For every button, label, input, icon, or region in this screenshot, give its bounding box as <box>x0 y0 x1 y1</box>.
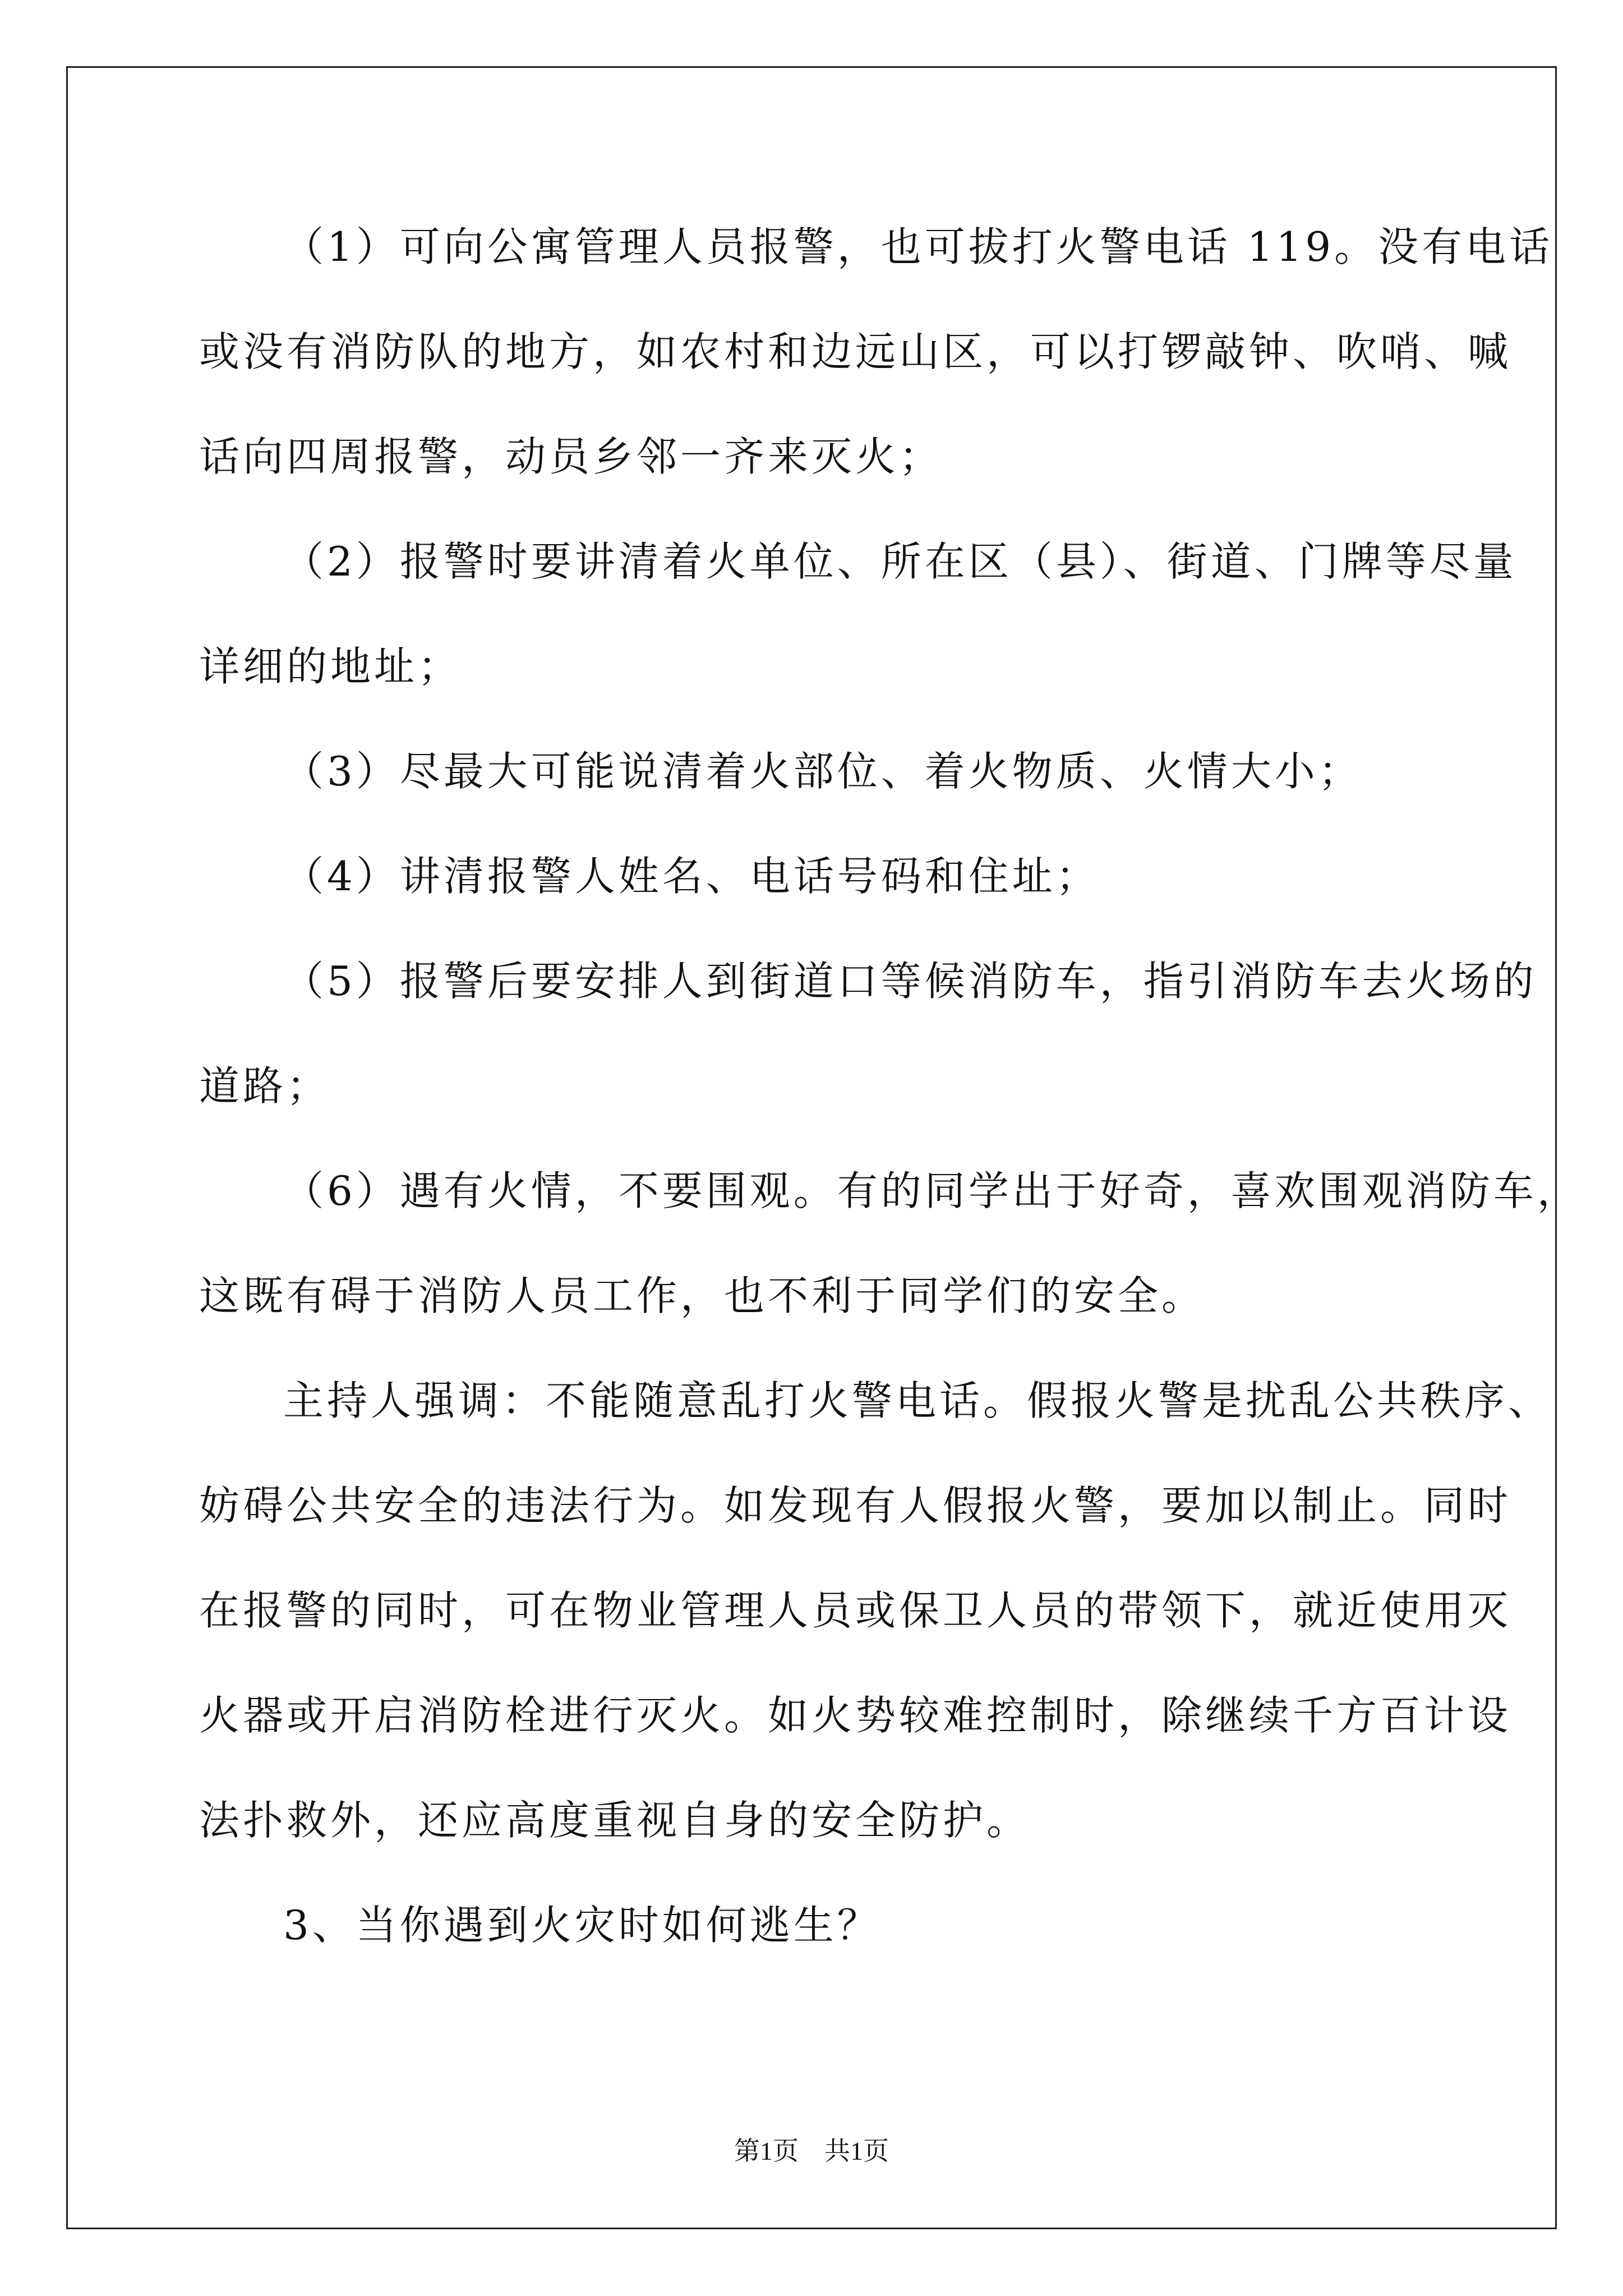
text-line: 火器或开启消防栓进行灭火。如火势较难控制时，除继续千方百计设 <box>199 1692 1512 1739</box>
text-line: （5）报警后要安排人到街道口等候消防车，指引消防车去火场的 <box>283 958 1537 1005</box>
text-line: 或没有消防队的地方，如农村和边远山区，可以打锣敲钟、吹哨、喊 <box>199 328 1512 375</box>
text-line: 详细的地址； <box>199 643 462 690</box>
text-line: （6）遇有火情，不要围观。有的同学出于好奇，喜欢围观消防车， <box>283 1167 1581 1214</box>
section-heading: 3、当你遇到火灾时如何逃生？ <box>283 1902 881 1949</box>
text-line: 话向四周报警，动员乡邻一齐来灭火； <box>199 433 943 480</box>
text-line: 这既有碍于消防人员工作，也不利于同学们的安全。 <box>199 1272 1206 1319</box>
text-line: （2）报警时要讲清着火单位、所在区（县）、街道、门牌等尽量 <box>283 538 1517 585</box>
text-line: （4）讲清报警人姓名、电话号码和住址； <box>283 853 1100 900</box>
text-line: 妨碍公共安全的违法行为。如发现有人假报火警，要加以制止。同时 <box>199 1482 1512 1529</box>
text-line: 道路； <box>199 1062 331 1110</box>
text-line: （1）可向公寓管理人员报警，也可拔打火警电话 119。没有电话 <box>283 223 1553 270</box>
text-line: 主持人强调：不能随意乱打火警电话。假报火警是扰乱公共秩序、 <box>283 1377 1552 1424</box>
page-footer: 第1页 共1页 <box>734 2137 889 2165</box>
text-line: （3）尽最大可能说清着火部位、着火物质、火情大小； <box>283 748 1362 795</box>
text-line: 在报警的同时，可在物业管理人员或保卫人员的带领下，就近使用灭 <box>199 1587 1512 1634</box>
text-line: 法扑救外，还应高度重视自身的安全防护。 <box>199 1797 1031 1844</box>
